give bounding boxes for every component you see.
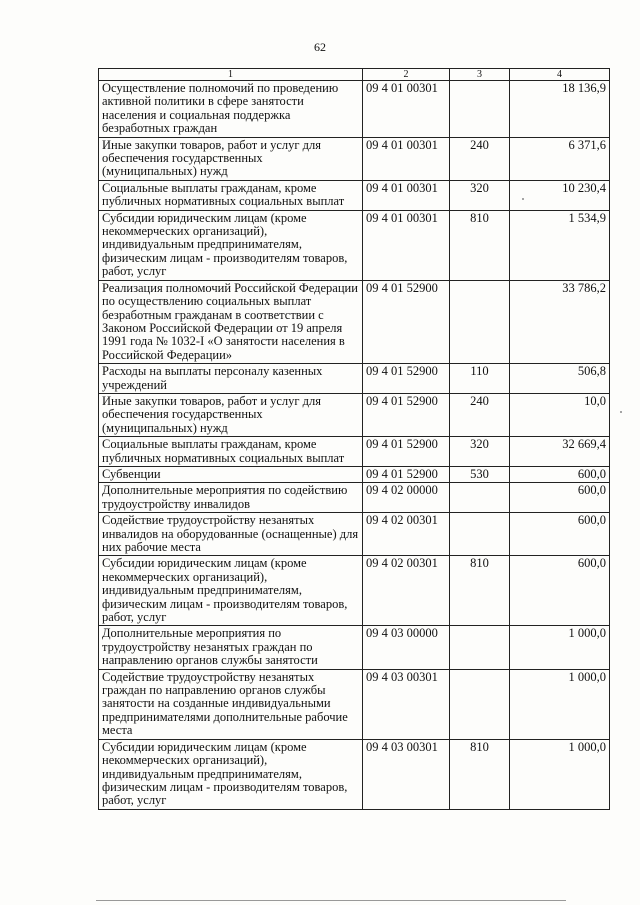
row-name: Дополнительные мероприятия по трудоустройству незанятых граждан по направлению органов службы занятости [99, 626, 363, 669]
row-name: Дополнительные мероприятия по содействию трудоустройству инвалидов [99, 483, 363, 513]
row-type: 320 [450, 180, 510, 210]
header-col-2: 2 [363, 69, 450, 81]
table-row [99, 280, 610, 363]
row-code: 09 4 02 00000 [363, 483, 450, 513]
row-amount: 506,8 [510, 364, 610, 394]
row-name: Содействие трудоустройству незанятых инвалидов на оборудованные (оснащенные) для них рабочие места [99, 513, 363, 556]
table-row [99, 210, 610, 280]
header-col-3: 3 [450, 69, 510, 81]
row-code: 09 4 01 00301 [363, 81, 450, 138]
row-type: 110 [450, 364, 510, 394]
row-type: 810 [450, 556, 510, 626]
row-amount: 600,0 [510, 513, 610, 556]
row-name: Содействие трудоустройству незанятых граждан по направлению органов службы занятости на созданные индивидуальными предпринимателями дополнительные рабочие места [99, 669, 363, 739]
row-type: 240 [450, 137, 510, 180]
row-code: 09 4 01 52900 [363, 437, 450, 467]
table-row [99, 393, 610, 436]
row-amount: 1 534,9 [510, 210, 610, 280]
row-amount: 32 669,4 [510, 437, 610, 467]
row-code: 09 4 03 00301 [363, 739, 450, 809]
table-row [99, 626, 610, 669]
row-name: Расходы на выплаты персоналу казенных учреждений [99, 364, 363, 394]
budget-table-body [99, 69, 610, 810]
table-row [99, 437, 610, 467]
table-row [99, 81, 610, 138]
row-code: 09 4 01 52900 [363, 364, 450, 394]
row-type [450, 483, 510, 513]
row-type: 530 [450, 466, 510, 482]
row-name: Социальные выплаты гражданам, кроме публичных нормативных социальных выплат [99, 180, 363, 210]
row-name: Субсидии юридическим лицам (кроме некоммерческих организаций), индивидуальным предпринимателям, физическим лицам - производителям товаров, работ, услуг [99, 210, 363, 280]
row-amount: 10 230,4 [510, 180, 610, 210]
row-amount: 600,0 [510, 556, 610, 626]
row-code: 09 4 01 00301 [363, 137, 450, 180]
row-type [450, 626, 510, 669]
page-bottom-edge [96, 900, 566, 901]
row-name: Иные закупки товаров, работ и услуг для обеспечения государственных (муниципальных) нужд [99, 137, 363, 180]
row-amount: 1 000,0 [510, 739, 610, 809]
row-name: Иные закупки товаров, работ и услуг для обеспечения государственных (муниципальных) нужд [99, 393, 363, 436]
row-type [450, 513, 510, 556]
row-code: 09 4 01 52900 [363, 466, 450, 482]
row-code: 09 4 03 00000 [363, 626, 450, 669]
table-header-row [99, 69, 610, 81]
row-code: 09 4 01 52900 [363, 280, 450, 363]
table-row [99, 180, 610, 210]
table-row [99, 513, 610, 556]
row-name: Социальные выплаты гражданам, кроме публичных нормативных социальных выплат [99, 437, 363, 467]
row-amount: 1 000,0 [510, 626, 610, 669]
row-code: 09 4 01 00301 [363, 210, 450, 280]
row-code: 09 4 03 00301 [363, 669, 450, 739]
table-row [99, 556, 610, 626]
row-code: 09 4 01 52900 [363, 393, 450, 436]
row-type: 810 [450, 739, 510, 809]
row-type [450, 280, 510, 363]
row-amount: 1 000,0 [510, 669, 610, 739]
row-amount: 6 371,6 [510, 137, 610, 180]
scan-speck [620, 411, 622, 413]
row-type [450, 669, 510, 739]
page-number: 62 [314, 40, 326, 54]
row-amount: 18 136,9 [510, 81, 610, 138]
row-amount: 10,0 [510, 393, 610, 436]
row-amount: 600,0 [510, 483, 610, 513]
row-name: Осуществление полномочий по проведению активной политики в сфере занятости населения и социальная поддержка безработных граждан [99, 81, 363, 138]
row-type [450, 81, 510, 138]
table-row [99, 466, 610, 482]
row-type: 810 [450, 210, 510, 280]
budget-table [98, 68, 610, 810]
row-type: 320 [450, 437, 510, 467]
table-row [99, 739, 610, 809]
row-code: 09 4 02 00301 [363, 556, 450, 626]
row-amount: 600,0 [510, 466, 610, 482]
row-name: Субсидии юридическим лицам (кроме некоммерческих организаций), индивидуальным предпринимателям, физическим лицам - производителям товаров, работ, услуг [99, 739, 363, 809]
row-name: Субсидии юридическим лицам (кроме некоммерческих организаций), индивидуальным предпринимателям, физическим лицам - производителям товаров, работ, услуг [99, 556, 363, 626]
header-col-4: 4 [510, 69, 610, 81]
row-code: 09 4 02 00301 [363, 513, 450, 556]
header-col-1: 1 [99, 69, 363, 81]
table-row [99, 364, 610, 394]
row-name: Реализация полномочий Российской Федерации по осуществлению социальных выплат безработным гражданам в соответствии с Законом Российской Федерации от 19 апреля 1991 года № 1032-I «О занятости населения в Российской Федерации» [99, 280, 363, 363]
scan-speck [522, 198, 524, 200]
table-row [99, 137, 610, 180]
table-row [99, 669, 610, 739]
row-name: Субвенции [99, 466, 363, 482]
row-code: 09 4 01 00301 [363, 180, 450, 210]
table-row [99, 483, 610, 513]
row-type: 240 [450, 393, 510, 436]
row-amount: 33 786,2 [510, 280, 610, 363]
